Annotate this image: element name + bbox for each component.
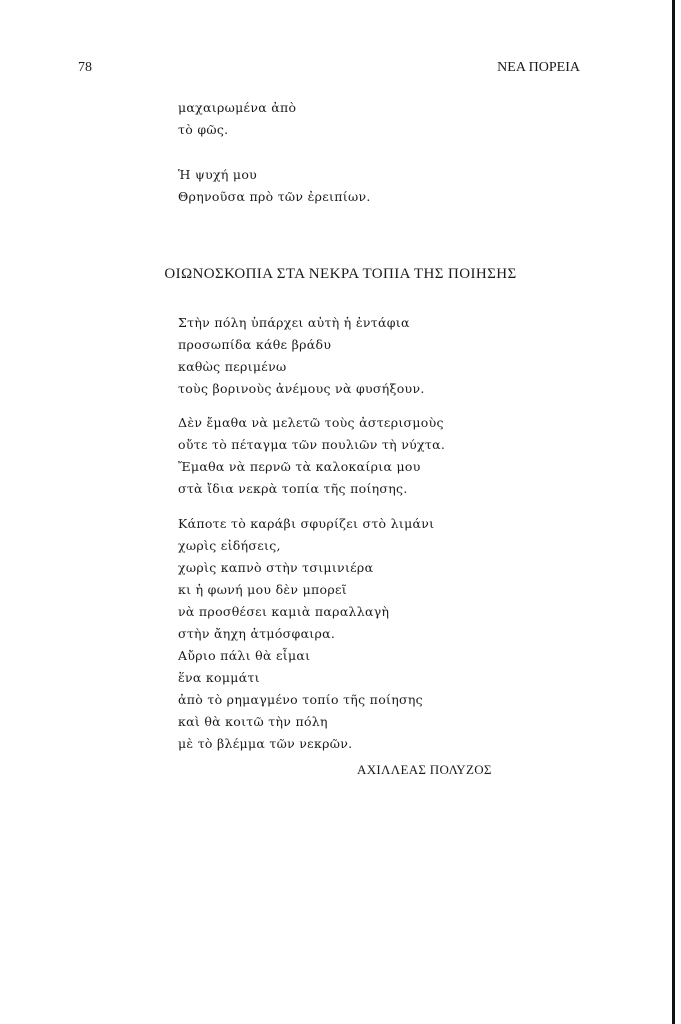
verse-line: Ἔμαθα νὰ περνῶ τὰ καλοκαίρια μου (178, 459, 421, 474)
poem-stanza-3 (178, 513, 434, 755)
verse-line: ἕνα κομμάτι (178, 670, 260, 685)
poem-title: ΟΙΩΝΟΣΚΟΠΙΑ ΣΤΑ ΝΕΚΡΑ ΤΟΠΙΑ ΤΗΣ ΠΟΙΗΣΗΣ (164, 266, 517, 282)
verse-line: Στὴν πόλη ὑπάρχει αὐτὴ ἡ ἐντάφια (178, 315, 410, 330)
verse-line: καθὼς περιμένω (178, 359, 287, 374)
verse-line: Αὔριο πάλι θὰ εἶμαι (178, 648, 311, 663)
verse-line: τοὺς βορινοὺς ἀνέμους νὰ φυσήξουν. (178, 381, 425, 396)
previous-poem-stanza-2 (178, 164, 371, 208)
author-signature: ΑΧΙΛΛΕΑΣ ΠΟΛΥΖΟΣ (357, 762, 492, 777)
verse-line: καὶ θὰ κοιτῶ τὴν πόλη (178, 714, 328, 729)
verse-line: κι ἡ φωνή μου δὲν μπορεῖ (178, 582, 347, 597)
poem-stanza-2 (178, 412, 445, 500)
page-edge-shadow (672, 0, 675, 1024)
verse-line: Δὲν ἔμαθα νὰ μελετῶ τοὺς ἀστερισμοὺς (178, 415, 444, 430)
verse-line: Ἡ ψυχή μου (178, 167, 258, 182)
verse-line: προσωπίδα κάθε βράδυ (178, 337, 332, 352)
previous-poem-stanza-1 (178, 97, 296, 141)
verse-line: ἀπὸ τὸ ρημαγμένο τοπίο τῆς ποίησης (178, 692, 423, 707)
verse-line: στὴν ἄηχη ἀτμόσφαιρα. (178, 626, 336, 641)
verse-line: στὰ ἴδια νεκρὰ τοπία τῆς ποίησης. (178, 481, 408, 496)
verse-line: οὔτε τὸ πέταγμα τῶν πουλιῶν τὴ νύχτα. (178, 437, 446, 452)
poem-stanza-1 (178, 312, 425, 400)
verse-line: Θρηνοῦσα πρὸ τῶν ἐρειπίων. (178, 189, 371, 204)
verse-line: νὰ προσθέσει καμιὰ παραλλαγὴ (178, 604, 390, 619)
verse-line: μὲ τὸ βλέμμα τῶν νεκρῶν. (178, 736, 353, 751)
page-number: 78 (78, 60, 92, 75)
verse-line: χωρὶς εἰδήσεις, (178, 538, 281, 553)
verse-line: χωρὶς καπνὸ στὴν τσιμινιέρα (178, 560, 374, 575)
journal-title: ΝΕΑ ΠΟΡΕΙΑ (497, 60, 580, 75)
verse-line: μαχαιρωμένα ἀπὸ (178, 100, 297, 115)
verse-line: Κάποτε τὸ καράβι σφυρίζει στὸ λιμάνι (178, 516, 435, 531)
running-head (78, 60, 580, 80)
verse-line: τὸ φῶς. (178, 122, 229, 137)
